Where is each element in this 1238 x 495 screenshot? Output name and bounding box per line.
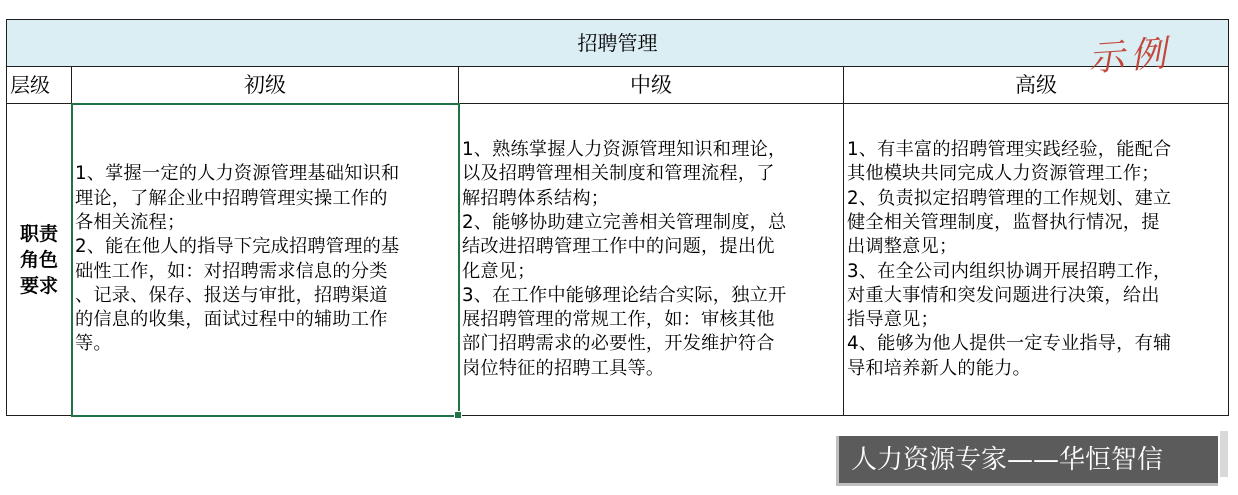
- recruitment-table: [6, 19, 1229, 416]
- senior-text-line: 2、负责拟定招聘管理的工作规划、建立: [847, 187, 1172, 209]
- senior-text-line: 健全相关管理制度，监督执行情况，提: [847, 211, 1160, 233]
- watermark-banner: [836, 436, 1218, 486]
- junior-text-line: 理论，了解企业中招聘管理实操工作的: [75, 187, 388, 209]
- senior-text-line: 4、能够为他人提供一定专业指导，有辅: [847, 333, 1172, 355]
- junior-requirements-cell[interactable]: [72, 104, 459, 416]
- header-senior: 高级: [1015, 73, 1057, 97]
- table-title-cell[interactable]: [7, 20, 1229, 67]
- senior-text-line: 导和培养新人的能力。: [847, 357, 1031, 379]
- table-title: 招聘管理: [577, 31, 658, 55]
- header-level: 层级: [10, 73, 50, 97]
- middle-text-line: 部门招聘需求的必要性，开发维护符合: [462, 333, 775, 355]
- junior-text-line: 的信息的收集，面试过程中的辅助工作: [75, 309, 388, 331]
- row-label-line: 要求: [19, 274, 58, 297]
- row-label-line: 职责: [19, 222, 58, 245]
- fill-handle[interactable]: [454, 411, 462, 419]
- watermark-shadow: [1220, 431, 1228, 477]
- header-junior-cell[interactable]: [72, 67, 459, 104]
- middle-text-line: 解招聘体系结构；: [462, 187, 610, 209]
- senior-text-line: 指导意见；: [847, 309, 939, 331]
- example-stamp: 示例: [1086, 33, 1174, 80]
- middle-text-line: 2、能够协助建立完善相关管理制度，总: [462, 211, 787, 233]
- junior-text-line: 础性工作，如：对招聘需求信息的分类: [75, 260, 388, 282]
- senior-text-line: 对重大事情和突发问题进行决策，给出: [847, 284, 1160, 306]
- junior-text-line: 2、能在他人的指导下完成招聘管理的基: [75, 236, 400, 258]
- senior-requirements-cell[interactable]: [844, 104, 1229, 416]
- watermark-text: 人力资源专家——华恒智信: [851, 445, 1164, 475]
- middle-text-line: 3、在工作中能够理论结合实际，独立开: [462, 284, 787, 306]
- middle-requirements-cell[interactable]: [459, 104, 844, 416]
- junior-text-line: 1、掌握一定的人力资源管理基础知识和: [75, 163, 400, 185]
- header-junior: 初级: [244, 73, 286, 97]
- header-middle-cell[interactable]: [459, 67, 844, 104]
- junior-text-line: 、记录、保存、报送与审批，招聘渠道: [75, 284, 388, 306]
- senior-text-line: 3、在全公司内组织协调开展招聘工作，: [847, 260, 1172, 282]
- middle-text-line: 展招聘管理的常规工作，如：审核其他: [462, 309, 775, 331]
- senior-text-line: 其他模块共同完成人力资源管理工作；: [847, 163, 1160, 185]
- senior-text-line: 出调整意见；: [847, 236, 958, 258]
- header-middle: 中级: [630, 73, 672, 97]
- junior-text-line: 各相关流程；: [75, 211, 186, 233]
- middle-text-line: 以及招聘管理相关制度和管理流程，了: [462, 163, 775, 185]
- middle-text-line: 结改进招聘管理工作中的问题，提出优: [462, 236, 775, 258]
- header-level-cell[interactable]: [7, 67, 72, 104]
- junior-text-line: 等。: [75, 333, 112, 355]
- middle-text-line: 岗位特征的招聘工具等。: [462, 357, 665, 379]
- row-label-line: 角色: [19, 248, 58, 271]
- middle-text-line: 化意见；: [462, 260, 536, 282]
- senior-text-line: 1、有丰富的招聘管理实践经验，能配合: [847, 139, 1172, 161]
- middle-text-line: 1、熟练掌握人力资源管理知识和理论，: [462, 139, 787, 161]
- row-label-cell[interactable]: [7, 104, 72, 416]
